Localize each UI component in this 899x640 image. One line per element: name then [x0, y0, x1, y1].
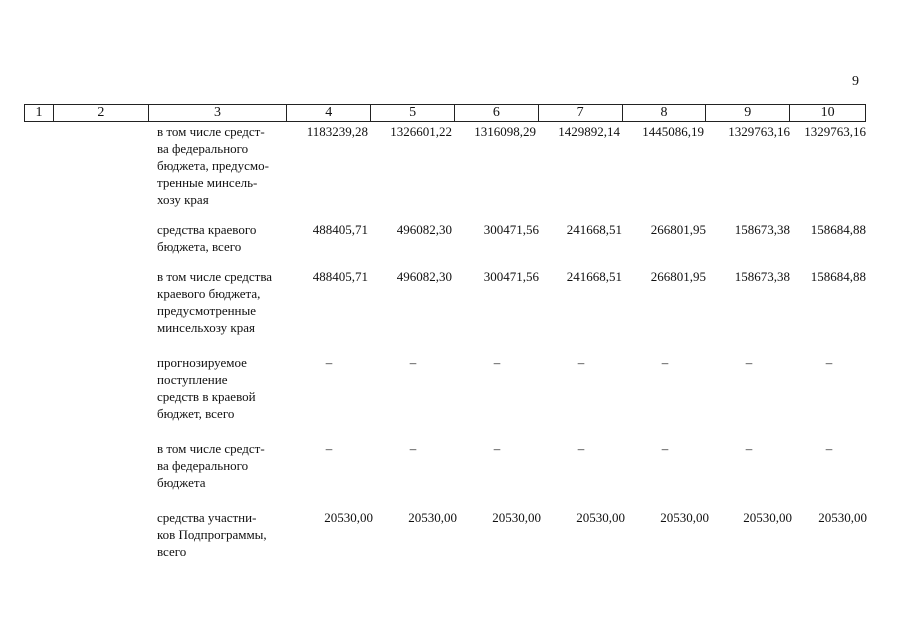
value-col-9: 20530,00 — [743, 510, 792, 525]
row-description: в том числе средст- ва федерального бюджета — [157, 441, 265, 490]
value-col-8: 266801,95 — [650, 222, 706, 237]
value-col-6: 20530,00 — [492, 510, 541, 525]
value-col-8: – — [661, 441, 669, 456]
header-col-7: 7 — [539, 105, 623, 121]
value-col-9: 158673,38 — [734, 222, 790, 237]
row-description: в том числе средства краевого бюджета, предусмотренные минсельхозу края — [157, 269, 273, 335]
value-col-5: 496082,30 — [396, 222, 452, 237]
value-col-8: 1445086,19 — [642, 124, 704, 139]
row-description: средства краевого бюджета, всего — [157, 222, 257, 254]
value-col-5: 1326601,22 — [390, 124, 452, 139]
page-number: 9 — [852, 74, 859, 89]
header-col-5: 5 — [371, 105, 455, 121]
header-col-6: 6 — [455, 105, 539, 121]
value-col-10: – — [825, 355, 833, 370]
value-col-9: – — [745, 355, 753, 370]
value-col-6: – — [493, 441, 501, 456]
value-col-7: 1429892,14 — [558, 124, 620, 139]
header-col-3: 3 — [149, 105, 288, 121]
header-col-1: 1 — [25, 105, 54, 121]
value-col-4: 1183239,28 — [306, 124, 368, 139]
value-col-7: 241668,51 — [566, 222, 622, 237]
value-col-4: – — [325, 441, 333, 456]
value-col-9: 1329763,16 — [728, 124, 790, 139]
value-col-7: 20530,00 — [576, 510, 625, 525]
row-description: прогнозируемое поступление средств в краевой бюджет, всего — [157, 355, 256, 421]
header-col-8: 8 — [623, 105, 707, 121]
value-col-8: 266801,95 — [650, 269, 706, 284]
value-col-8: 20530,00 — [660, 510, 709, 525]
header-col-2: 2 — [54, 105, 149, 121]
value-col-6: 1316098,29 — [474, 124, 536, 139]
value-col-5: – — [409, 355, 417, 370]
value-col-9: 158673,38 — [734, 269, 790, 284]
header-col-4: 4 — [287, 105, 371, 121]
header-col-10: 10 — [820, 105, 835, 120]
value-col-10: 158684,88 — [810, 269, 866, 284]
value-col-9: – — [745, 441, 753, 456]
header-col-9: 9 — [706, 105, 790, 121]
value-col-4: 488405,71 — [312, 269, 368, 284]
value-col-6: 300471,56 — [483, 269, 539, 284]
value-col-4: 488405,71 — [312, 222, 368, 237]
value-col-5: 20530,00 — [408, 510, 457, 525]
value-col-5: – — [409, 441, 417, 456]
value-col-7: 241668,51 — [566, 269, 622, 284]
value-col-7: – — [577, 441, 585, 456]
value-col-4: – — [325, 355, 333, 370]
row-description: средства участни- ков Подпрограммы, всего — [157, 510, 267, 559]
value-col-10: 20530,00 — [818, 510, 867, 525]
value-col-10: – — [825, 441, 833, 456]
value-col-5: 496082,30 — [396, 269, 452, 284]
value-col-6: – — [493, 355, 501, 370]
value-col-6: 300471,56 — [483, 222, 539, 237]
value-col-8: – — [661, 355, 669, 370]
value-col-7: – — [577, 355, 585, 370]
value-col-10: 158684,88 — [810, 222, 866, 237]
table-header-row — [24, 104, 866, 122]
row-description: в том числе средст- ва федерального бюджета, предусмо- тренные минсель- хозу края — [157, 124, 269, 207]
value-col-4: 20530,00 — [324, 510, 373, 525]
value-col-10: 1329763,16 — [804, 124, 866, 139]
